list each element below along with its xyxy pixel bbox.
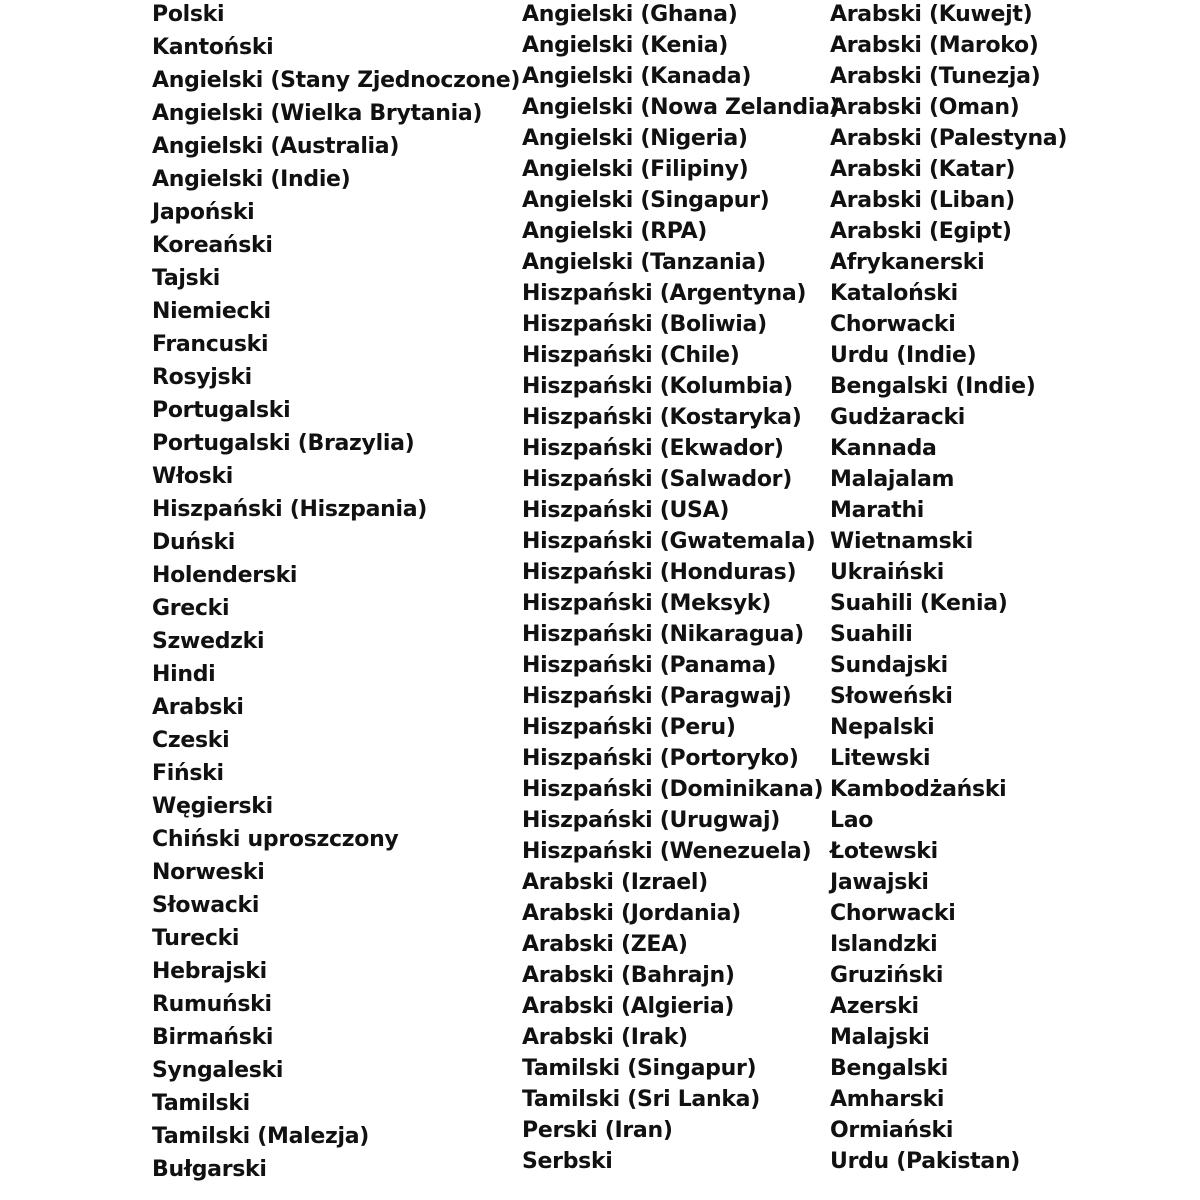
language-item: Suahili (Kenia) xyxy=(830,591,1008,616)
language-item: Urdu (Pakistan) xyxy=(830,1149,1021,1174)
language-item: Sundajski xyxy=(830,653,948,678)
language-item: Bułgarski xyxy=(152,1157,267,1182)
language-item: Rosyjski xyxy=(152,365,252,390)
language-item: Tajski xyxy=(152,266,221,291)
language-item: Litewski xyxy=(830,746,931,771)
language-item: Arabski (Liban) xyxy=(830,188,1015,213)
language-item: Ormiański xyxy=(830,1118,954,1143)
language-item: Hiszpański (Panama) xyxy=(522,653,777,678)
language-item: Chiński uproszczony xyxy=(152,827,399,852)
language-item: Chorwacki xyxy=(830,901,956,926)
language-item: Koreański xyxy=(152,233,273,258)
language-item: Lao xyxy=(830,808,874,833)
language-item: Arabski (Egipt) xyxy=(830,219,1012,244)
language-item: Angielski (Indie) xyxy=(152,167,351,192)
language-item: Arabski (Katar) xyxy=(830,157,1016,182)
language-item: Kannada xyxy=(830,436,937,461)
language-item: Angielski (Kenia) xyxy=(522,33,729,58)
language-item: Ukraiński xyxy=(830,560,944,585)
language-item: Angielski (Kanada) xyxy=(522,64,752,89)
language-item: Francuski xyxy=(152,332,269,357)
language-item: Tamilski (Malezja) xyxy=(152,1124,370,1149)
language-item: Turecki xyxy=(152,926,240,951)
language-item: Hiszpański (Argentyna) xyxy=(522,281,807,306)
language-item: Szwedzki xyxy=(152,629,265,654)
language-item: Słoweński xyxy=(830,684,953,709)
language-item: Angielski (RPA) xyxy=(522,219,708,244)
language-item: Kantoński xyxy=(152,35,274,60)
language-item: Angielski (Filipiny) xyxy=(522,157,749,182)
language-item: Tamilski (Sri Lanka) xyxy=(522,1087,760,1112)
language-item: Tamilski xyxy=(152,1091,250,1116)
language-item: Hiszpański (Kostaryka) xyxy=(522,405,802,430)
language-item: Malajalam xyxy=(830,467,955,492)
language-item: Hiszpański (Hiszpania) xyxy=(152,497,428,522)
language-item: Hiszpański (Meksyk) xyxy=(522,591,771,616)
language-item: Gudżaracki xyxy=(830,405,966,430)
language-item: Duński xyxy=(152,530,236,555)
language-item: Angielski (Nigeria) xyxy=(522,126,748,151)
language-item: Hiszpański (Urugwaj) xyxy=(522,808,780,833)
language-item: Hebrajski xyxy=(152,959,267,984)
language-item: Angielski (Australia) xyxy=(152,134,400,159)
language-item: Birmański xyxy=(152,1025,274,1050)
language-item: Arabski (ZEA) xyxy=(522,932,688,957)
language-item: Hiszpański (Ekwador) xyxy=(522,436,784,461)
language-column-3 xyxy=(830,0,1067,1178)
language-item: Słowacki xyxy=(152,893,260,918)
language-item: Bengalski (Indie) xyxy=(830,374,1036,399)
language-item: Angielski (Stany Zjednoczone) xyxy=(152,68,521,93)
language-item: Angielski (Wielka Brytania) xyxy=(152,101,483,126)
language-item: Arabski (Izrael) xyxy=(522,870,708,895)
language-item: Urdu (Indie) xyxy=(830,343,977,368)
language-item: Hiszpański (Honduras) xyxy=(522,560,797,585)
language-item: Łotewski xyxy=(830,839,938,864)
language-item: Hiszpański (Salwador) xyxy=(522,467,792,492)
language-item: Jawajski xyxy=(830,870,929,895)
language-item: Arabski (Algieria) xyxy=(522,994,735,1019)
language-item: Arabski (Jordania) xyxy=(522,901,741,926)
language-item: Hiszpański (Kolumbia) xyxy=(522,374,793,399)
language-item: Hiszpański (Chile) xyxy=(522,343,740,368)
language-item: Hiszpański (Dominikana) xyxy=(522,777,824,802)
language-item: Serbski xyxy=(522,1149,613,1174)
language-item: Fiński xyxy=(152,761,224,786)
language-item: Gruziński xyxy=(830,963,944,988)
language-item: Portugalski (Brazylia) xyxy=(152,431,415,456)
language-item: Arabski (Irak) xyxy=(522,1025,688,1050)
language-item: Norweski xyxy=(152,860,265,885)
language-item: Kambodżański xyxy=(830,777,1007,802)
language-item: Hiszpański (Nikaragua) xyxy=(522,622,804,647)
language-item: Amharski xyxy=(830,1087,945,1112)
language-item: Chorwacki xyxy=(830,312,956,337)
language-item: Arabski (Maroko) xyxy=(830,33,1039,58)
language-item: Angielski (Nowa Zelandia) xyxy=(522,95,840,120)
language-item: Nepalski xyxy=(830,715,935,740)
language-item: Syngaleski xyxy=(152,1058,284,1083)
language-item: Czeski xyxy=(152,728,230,753)
language-item: Hiszpański (Peru) xyxy=(522,715,736,740)
language-item: Perski (Iran) xyxy=(522,1118,673,1143)
language-item: Hiszpański (USA) xyxy=(522,498,730,523)
language-item: Malajski xyxy=(830,1025,930,1050)
language-item: Arabski (Bahrajn) xyxy=(522,963,735,988)
language-item: Niemiecki xyxy=(152,299,271,324)
language-item: Angielski (Tanzania) xyxy=(522,250,766,275)
language-item: Polski xyxy=(152,2,225,27)
language-item: Hiszpański (Gwatemala) xyxy=(522,529,816,554)
language-item: Arabski (Oman) xyxy=(830,95,1020,120)
language-column-2 xyxy=(522,0,839,1178)
language-item: Suahili xyxy=(830,622,913,647)
language-item: Holenderski xyxy=(152,563,298,588)
language-item: Wietnamski xyxy=(830,529,973,554)
language-item: Hindi xyxy=(152,662,216,687)
language-item: Arabski (Tunezja) xyxy=(830,64,1041,89)
language-column-1 xyxy=(152,0,520,1188)
language-item: Rumuński xyxy=(152,992,272,1017)
language-item: Angielski (Ghana) xyxy=(522,2,738,27)
language-item: Arabski (Palestyna) xyxy=(830,126,1068,151)
language-item: Angielski (Singapur) xyxy=(522,188,770,213)
language-item: Grecki xyxy=(152,596,230,621)
language-item: Kataloński xyxy=(830,281,958,306)
language-item: Islandzki xyxy=(830,932,938,957)
language-item: Hiszpański (Paragwaj) xyxy=(522,684,792,709)
language-item: Portugalski xyxy=(152,398,291,423)
language-item: Azerski xyxy=(830,994,919,1019)
language-item: Arabski xyxy=(152,695,244,720)
language-item: Hiszpański (Portoryko) xyxy=(522,746,799,771)
language-item: Węgierski xyxy=(152,794,273,819)
language-item: Afrykanerski xyxy=(830,250,985,275)
language-item: Arabski (Kuwejt) xyxy=(830,2,1033,27)
language-item: Hiszpański (Wenezuela) xyxy=(522,839,812,864)
language-item: Hiszpański (Boliwia) xyxy=(522,312,767,337)
language-item: Włoski xyxy=(152,464,234,489)
language-item: Japoński xyxy=(152,200,255,225)
language-item: Tamilski (Singapur) xyxy=(522,1056,757,1081)
language-item: Bengalski xyxy=(830,1056,949,1081)
language-item: Marathi xyxy=(830,498,925,523)
